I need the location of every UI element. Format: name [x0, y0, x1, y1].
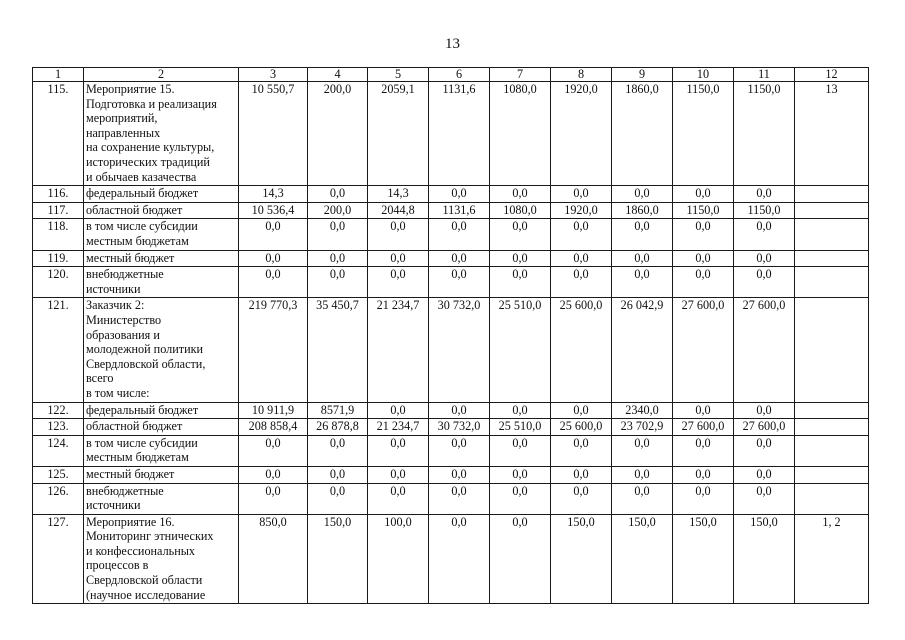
amount-cell: 0,0: [308, 219, 368, 250]
amount-cell: 25 600,0: [551, 298, 612, 402]
column-header: 8: [551, 68, 612, 82]
amount-cell: 0,0: [429, 466, 490, 483]
column-header: 6: [429, 68, 490, 82]
amount-cell: 0,0: [308, 186, 368, 203]
column-number-row: [33, 68, 869, 82]
target-indicator-cell: [795, 250, 869, 267]
table-row: [33, 267, 869, 298]
target-indicator-cell: 1, 2: [795, 514, 869, 604]
table-row: [33, 402, 869, 419]
row-index: 122.: [33, 402, 84, 419]
amount-cell: 0,0: [429, 219, 490, 250]
amount-cell: 0,0: [429, 186, 490, 203]
row-description: внебюджетные источники: [84, 267, 239, 298]
amount-cell: 0,0: [490, 267, 551, 298]
amount-cell: 0,0: [551, 186, 612, 203]
amount-cell: 0,0: [612, 267, 673, 298]
row-index: 125.: [33, 466, 84, 483]
amount-cell: 0,0: [490, 219, 551, 250]
amount-cell: 0,0: [490, 466, 551, 483]
amount-cell: 1150,0: [734, 82, 795, 186]
column-header: 7: [490, 68, 551, 82]
amount-cell: 0,0: [612, 435, 673, 466]
amount-cell: 27 600,0: [734, 298, 795, 402]
amount-cell: 0,0: [308, 250, 368, 267]
amount-cell: 1150,0: [673, 82, 734, 186]
table-row: [33, 435, 869, 466]
amount-cell: 0,0: [673, 435, 734, 466]
amount-cell: 0,0: [551, 267, 612, 298]
amount-cell: 1920,0: [551, 82, 612, 186]
table-row: [33, 298, 869, 402]
row-description: внебюджетные источники: [84, 483, 239, 514]
row-description: областной бюджет: [84, 202, 239, 219]
row-description: областной бюджет: [84, 419, 239, 436]
row-description: Мероприятие 15. Подготовка и реализация мероприятий, направленных на сохранение культуры, исторических традиций и обычаев казачества: [84, 82, 239, 186]
row-index: 118.: [33, 219, 84, 250]
amount-cell: 0,0: [490, 402, 551, 419]
amount-cell: 0,0: [239, 267, 308, 298]
table-row: [33, 219, 869, 250]
amount-cell: 8571,9: [308, 402, 368, 419]
column-header: 11: [734, 68, 795, 82]
amount-cell: 0,0: [368, 483, 429, 514]
amount-cell: 0,0: [551, 435, 612, 466]
amount-cell: 0,0: [490, 483, 551, 514]
amount-cell: 10 536,4: [239, 202, 308, 219]
amount-cell: 150,0: [308, 514, 368, 604]
amount-cell: 0,0: [612, 466, 673, 483]
column-header: 1: [33, 68, 84, 82]
amount-cell: 23 702,9: [612, 419, 673, 436]
row-description: федеральный бюджет: [84, 186, 239, 203]
amount-cell: 0,0: [308, 466, 368, 483]
target-indicator-cell: 13: [795, 82, 869, 186]
amount-cell: 0,0: [429, 267, 490, 298]
amount-cell: 1131,6: [429, 82, 490, 186]
amount-cell: 25 510,0: [490, 298, 551, 402]
amount-cell: 1860,0: [612, 202, 673, 219]
amount-cell: 0,0: [239, 250, 308, 267]
amount-cell: 0,0: [239, 466, 308, 483]
row-index: 117.: [33, 202, 84, 219]
amount-cell: 0,0: [734, 483, 795, 514]
column-header: 2: [84, 68, 239, 82]
amount-cell: 0,0: [368, 435, 429, 466]
amount-cell: 21 234,7: [368, 419, 429, 436]
column-header: 3: [239, 68, 308, 82]
amount-cell: 150,0: [612, 514, 673, 604]
amount-cell: 0,0: [551, 483, 612, 514]
amount-cell: 150,0: [673, 514, 734, 604]
amount-cell: 0,0: [612, 250, 673, 267]
amount-cell: 0,0: [612, 186, 673, 203]
amount-cell: 208 858,4: [239, 419, 308, 436]
amount-cell: 0,0: [734, 250, 795, 267]
amount-cell: 1150,0: [673, 202, 734, 219]
page-number: 13: [445, 36, 460, 52]
amount-cell: 1080,0: [490, 202, 551, 219]
row-index: 115.: [33, 82, 84, 186]
table-row: [33, 419, 869, 436]
amount-cell: 200,0: [308, 82, 368, 186]
amount-cell: 0,0: [239, 483, 308, 514]
amount-cell: 10 911,9: [239, 402, 308, 419]
amount-cell: 0,0: [734, 402, 795, 419]
amount-cell: 1860,0: [612, 82, 673, 186]
column-header: 10: [673, 68, 734, 82]
target-indicator-cell: [795, 483, 869, 514]
target-indicator-cell: [795, 298, 869, 402]
target-indicator-cell: [795, 267, 869, 298]
amount-cell: 0,0: [368, 250, 429, 267]
amount-cell: 0,0: [734, 219, 795, 250]
row-index: 116.: [33, 186, 84, 203]
amount-cell: 1080,0: [490, 82, 551, 186]
target-indicator-cell: [795, 419, 869, 436]
row-index: 124.: [33, 435, 84, 466]
amount-cell: 0,0: [368, 402, 429, 419]
amount-cell: 0,0: [673, 186, 734, 203]
row-description: федеральный бюджет: [84, 402, 239, 419]
amount-cell: 30 732,0: [429, 298, 490, 402]
row-index: 126.: [33, 483, 84, 514]
row-index: 127.: [33, 514, 84, 604]
amount-cell: 0,0: [673, 250, 734, 267]
amount-cell: 0,0: [673, 402, 734, 419]
amount-cell: 0,0: [551, 466, 612, 483]
table-row: [33, 186, 869, 203]
row-index: 123.: [33, 419, 84, 436]
amount-cell: 0,0: [490, 250, 551, 267]
table-row: [33, 466, 869, 483]
amount-cell: 10 550,7: [239, 82, 308, 186]
table-row: [33, 250, 869, 267]
amount-cell: 21 234,7: [368, 298, 429, 402]
target-indicator-cell: [795, 466, 869, 483]
amount-cell: 26 878,8: [308, 419, 368, 436]
target-indicator-cell: [795, 402, 869, 419]
amount-cell: 0,0: [734, 466, 795, 483]
amount-cell: 150,0: [551, 514, 612, 604]
amount-cell: 0,0: [612, 483, 673, 514]
amount-cell: 0,0: [551, 250, 612, 267]
amount-cell: 0,0: [239, 219, 308, 250]
amount-cell: 0,0: [734, 267, 795, 298]
amount-cell: 27 600,0: [673, 298, 734, 402]
amount-cell: 0,0: [673, 267, 734, 298]
amount-cell: 0,0: [490, 186, 551, 203]
amount-cell: 219 770,3: [239, 298, 308, 402]
target-indicator-cell: [795, 202, 869, 219]
row-index: 120.: [33, 267, 84, 298]
column-header: 5: [368, 68, 429, 82]
row-index: 121.: [33, 298, 84, 402]
amount-cell: 0,0: [734, 186, 795, 203]
table-body: [33, 82, 869, 604]
row-description: Мероприятие 16. Мониторинг этнических и конфессиональных процессов в Свердловской области (научное исследование: [84, 514, 239, 604]
row-description: местный бюджет: [84, 250, 239, 267]
amount-cell: 0,0: [490, 514, 551, 604]
amount-cell: 25 600,0: [551, 419, 612, 436]
amount-cell: 850,0: [239, 514, 308, 604]
amount-cell: 0,0: [429, 402, 490, 419]
amount-cell: 0,0: [429, 250, 490, 267]
row-index: 119.: [33, 250, 84, 267]
amount-cell: 150,0: [734, 514, 795, 604]
amount-cell: 14,3: [368, 186, 429, 203]
row-description: в том числе субсидии местным бюджетам: [84, 435, 239, 466]
amount-cell: 26 042,9: [612, 298, 673, 402]
amount-cell: 0,0: [490, 435, 551, 466]
amount-cell: 0,0: [368, 267, 429, 298]
table-row: [33, 514, 869, 604]
column-header: 12: [795, 68, 869, 82]
amount-cell: 2044,8: [368, 202, 429, 219]
column-header: 4: [308, 68, 368, 82]
amount-cell: 0,0: [551, 219, 612, 250]
amount-cell: 30 732,0: [429, 419, 490, 436]
amount-cell: 0,0: [308, 483, 368, 514]
target-indicator-cell: [795, 186, 869, 203]
amount-cell: 0,0: [673, 466, 734, 483]
target-indicator-cell: [795, 219, 869, 250]
amount-cell: 0,0: [429, 483, 490, 514]
amount-cell: 0,0: [239, 435, 308, 466]
row-description: в том числе субсидии местным бюджетам: [84, 219, 239, 250]
amount-cell: 14,3: [239, 186, 308, 203]
table-row: [33, 483, 869, 514]
amount-cell: 100,0: [368, 514, 429, 604]
table-row: [33, 202, 869, 219]
row-description: Заказчик 2: Министерство образования и молодежной политики Свердловской области, всего в том числе:: [84, 298, 239, 402]
amount-cell: 0,0: [308, 267, 368, 298]
amount-cell: 25 510,0: [490, 419, 551, 436]
amount-cell: 0,0: [368, 466, 429, 483]
amount-cell: 2059,1: [368, 82, 429, 186]
amount-cell: 0,0: [429, 514, 490, 604]
table-row: [33, 82, 869, 186]
amount-cell: 0,0: [429, 435, 490, 466]
amount-cell: 0,0: [551, 402, 612, 419]
amount-cell: 0,0: [368, 219, 429, 250]
amount-cell: 27 600,0: [673, 419, 734, 436]
target-indicator-cell: [795, 435, 869, 466]
amount-cell: 2340,0: [612, 402, 673, 419]
row-description: местный бюджет: [84, 466, 239, 483]
amount-cell: 200,0: [308, 202, 368, 219]
amount-cell: 1131,6: [429, 202, 490, 219]
budget-table: [32, 67, 869, 604]
amount-cell: 0,0: [734, 435, 795, 466]
amount-cell: 0,0: [673, 219, 734, 250]
amount-cell: 1150,0: [734, 202, 795, 219]
amount-cell: 27 600,0: [734, 419, 795, 436]
amount-cell: 0,0: [612, 219, 673, 250]
column-header: 9: [612, 68, 673, 82]
amount-cell: 1920,0: [551, 202, 612, 219]
amount-cell: 35 450,7: [308, 298, 368, 402]
amount-cell: 0,0: [673, 483, 734, 514]
amount-cell: 0,0: [308, 435, 368, 466]
